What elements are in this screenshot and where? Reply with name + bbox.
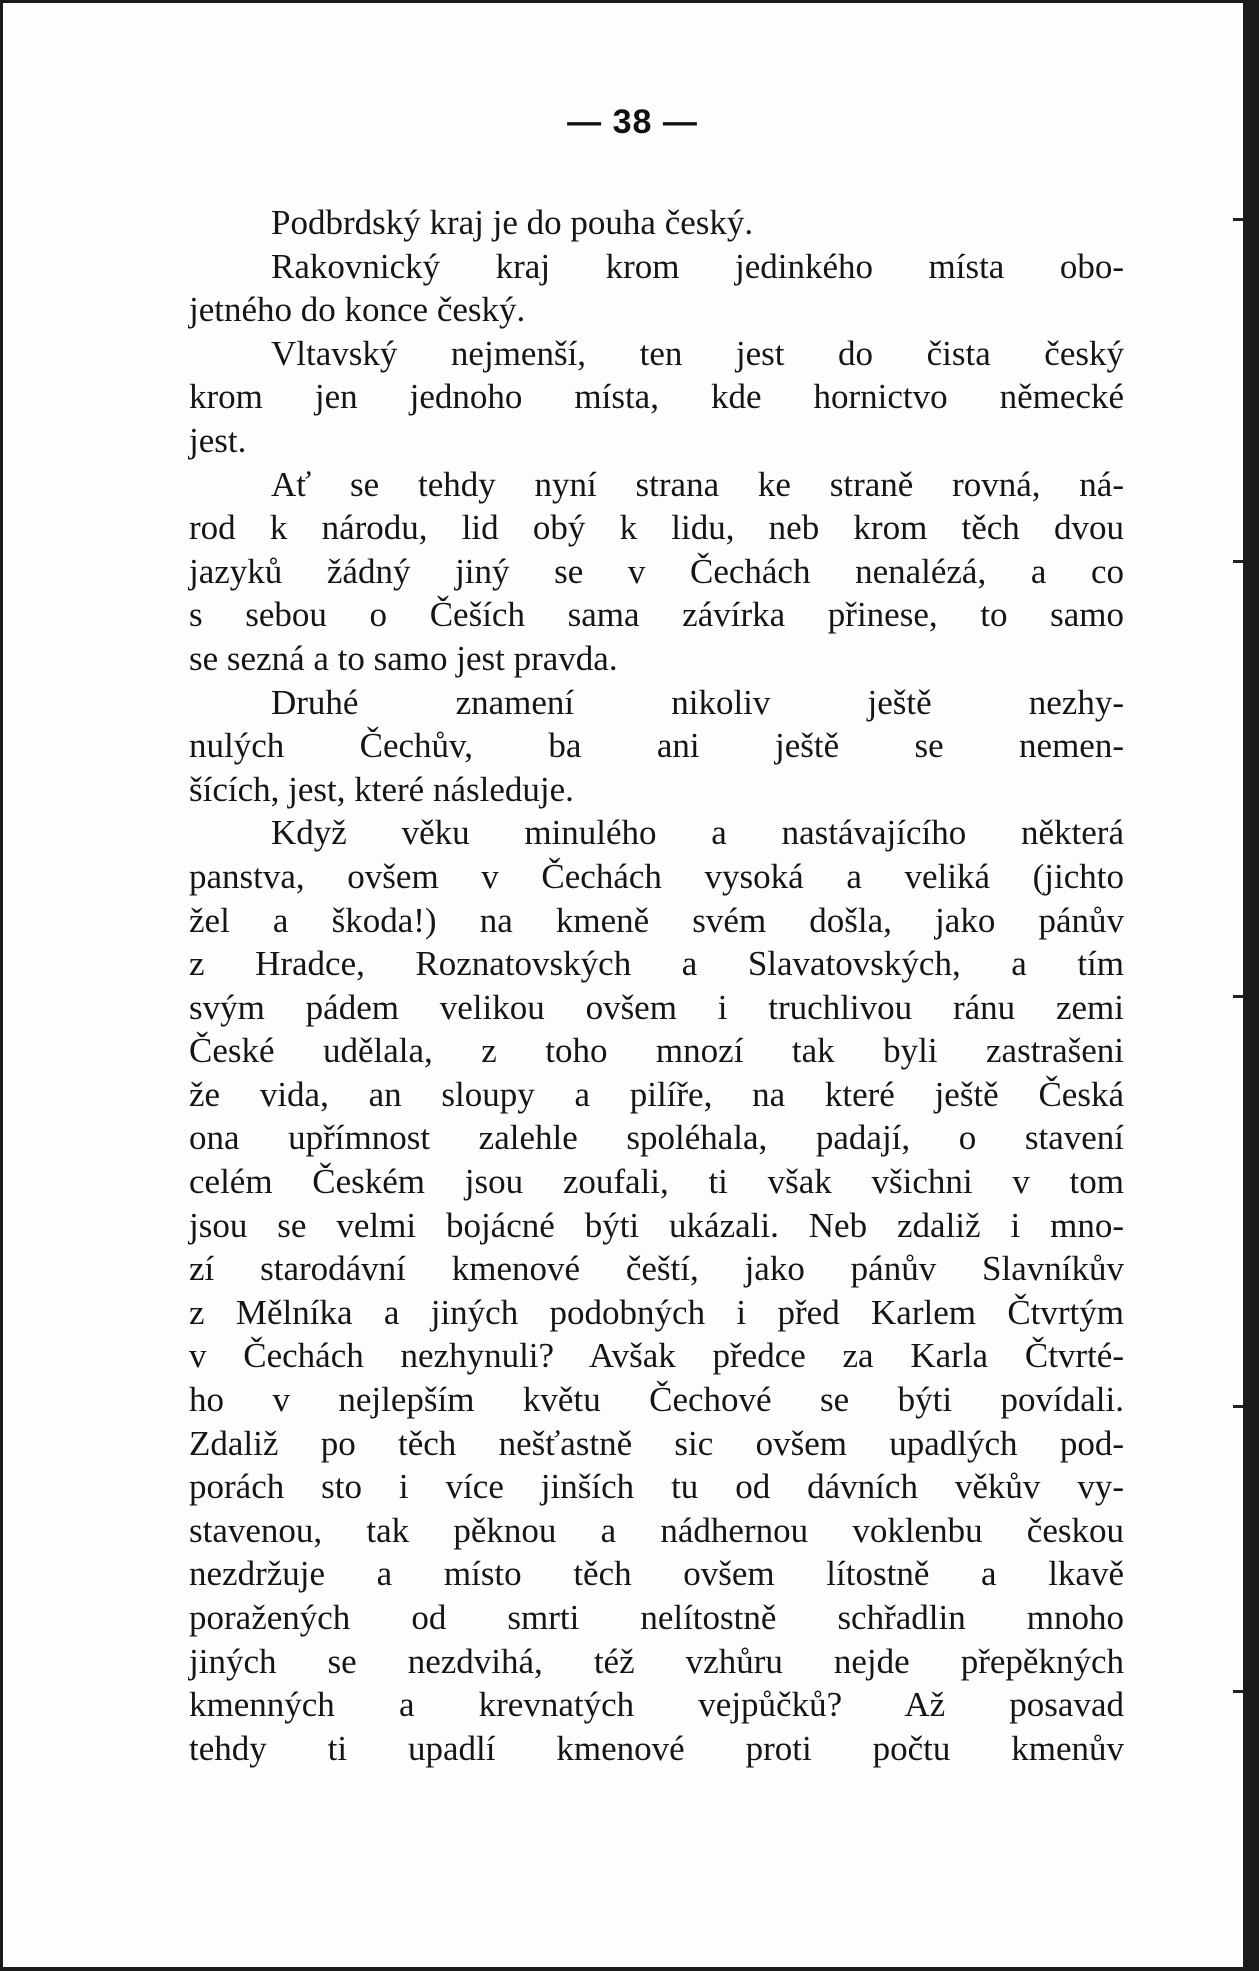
text-line: Když věku minulého a nastávajícího některá [271, 813, 1124, 853]
text-line: jsou se velmi bojácné býti ukázali. Neb zdaliž i mno- [189, 1205, 1124, 1245]
scan-edge-mark [1233, 560, 1243, 563]
text-line: porách sto i více jinších tu od dávních věkův vy- [189, 1467, 1124, 1507]
text-line: ho v nejlepším květu Čechové se býti povídali. [189, 1380, 1124, 1420]
text-line: z Hradce, Roznatovských a Slavatovských, a tím [189, 944, 1124, 984]
text-line: rod k národu, lid obý k lidu, neb krom těch dvou [189, 508, 1124, 548]
text-line: Ať se tehdy nyní strana ke straně rovná, ná- [271, 464, 1124, 504]
text-line: s sebou o Češích sama závírka přinese, to samo [189, 595, 1124, 635]
body-text [189, 201, 1124, 1770]
text-line: Zdaliž po těch nešťastně sic ovšem upadlých pod- [189, 1423, 1124, 1463]
text-line: Podbrdský kraj je do pouha český. [271, 203, 754, 242]
text-line: se sezná a to samo jest pravda. [189, 638, 618, 678]
text-line: žel a škoda!) na kmeně svém došla, jako pánův [189, 900, 1124, 940]
text-line: kmenných a krevnatých vejpůčků? Až posavad [189, 1685, 1124, 1725]
text-line: nezdržuje a místo těch ovšem lítostně a lkavě [189, 1554, 1124, 1594]
text-line: nulých Čechův, ba ani ještě se nemen- [189, 726, 1124, 766]
scan-edge-mark [1233, 218, 1243, 221]
text-line: jest. [189, 420, 247, 460]
text-line: zí starodávní kmenové čeští, jako pánův Slavníkův [189, 1249, 1124, 1289]
text-line: krom jen jednoho místa, kde hornictvo německé [189, 377, 1124, 417]
text-line: České udělala, z toho mnozí tak byli zastrašeni [189, 1031, 1124, 1071]
text-line: z Mělníka a jiných podobných i před Karlem Čtvrtým [189, 1292, 1124, 1332]
page-number: — 38 — [567, 103, 698, 141]
scan-edge-mark [1233, 1405, 1243, 1408]
text-line: jazyků žádný jiný se v Čechách nenalézá, a co [189, 551, 1124, 591]
text-line: v Čechách nezhynuli? Avšak předce za Karla Čtvrté- [189, 1336, 1124, 1376]
scan-right-edge [1243, 0, 1259, 1971]
text-line: svým pádem velikou ovšem i truchlivou ránu zemi [189, 987, 1124, 1027]
text-line: jiných se nezdvihá, též vzhůru nejde přepěkných [189, 1641, 1124, 1681]
text-line: šících, jest, které následuje. [189, 769, 574, 809]
scan-edge-mark [1233, 995, 1243, 998]
scan-edge-mark [1233, 1690, 1243, 1693]
text-line: stavenou, tak pěknou a nádhernou voklenbu českou [189, 1510, 1124, 1550]
text-line: poražených od smrti nelítostně schřadlin mnoho [189, 1598, 1124, 1637]
text-line: Druhé znamení nikoliv ještě nezhy- [271, 682, 1124, 722]
text-line: Vltavský nejmenší, ten jest do čista český [271, 333, 1124, 373]
text-line: ona upřímnost zalehle spoléhala, padají, o stavení [189, 1118, 1124, 1158]
text-line: Rakovnický kraj krom jedinkého místa obo- [271, 246, 1124, 286]
text-line: celém Českém jsou zoufali, ti však všichni v tom [189, 1162, 1124, 1202]
text-line: panstva, ovšem v Čechách vysoká a veliká (jichto [189, 856, 1124, 896]
text-line: jetného do konce český. [189, 290, 526, 330]
text-line: že vida, an sloupy a pilíře, na které ještě Česká [189, 1074, 1124, 1114]
text-line: tehdy ti upadlí kmenové proti počtu kmenův [189, 1728, 1124, 1768]
